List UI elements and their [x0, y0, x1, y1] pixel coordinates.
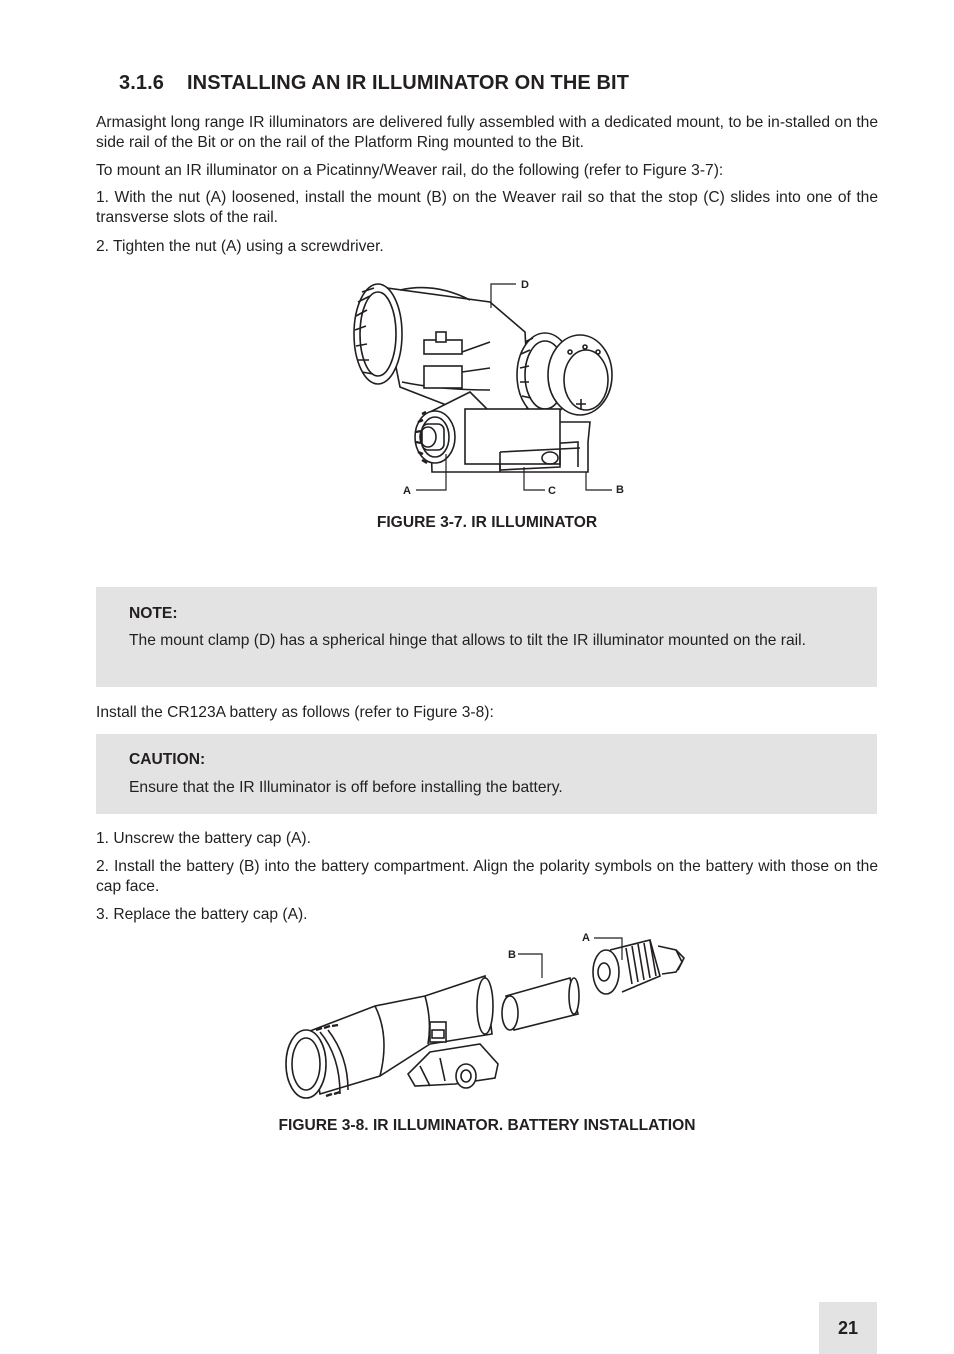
caution-text: Ensure that the IR Illuminator is off before installing the battery.: [129, 779, 563, 796]
figure1-label-d: D: [521, 279, 529, 291]
note-text: The mount clamp (D) has a spherical hinge that allows to tilt the IR illuminator mounted on the rail.: [129, 632, 806, 649]
caution-title: CAUTION:: [129, 751, 206, 768]
caution-box: [96, 734, 877, 814]
figure2-caption: FIGURE 3-8. IR ILLUMINATOR. BATTERY INSTALLATION: [278, 1117, 696, 1134]
figure2-label-a: A: [582, 932, 590, 944]
ir-illuminator-figure: [340, 272, 640, 504]
battery-intro-paragraph: Install the CR123A battery as follows (refer to Figure 3-8):: [96, 704, 494, 721]
battery-step-1: 1. Unscrew the battery cap (A).: [96, 830, 311, 847]
battery-step-3: 3. Replace the battery cap (A).: [96, 906, 308, 923]
figure1-caption: FIGURE 3-7. IR ILLUMINATOR: [376, 514, 598, 531]
note-box: [96, 587, 877, 687]
figure2-label-b: B: [508, 949, 516, 961]
mount-step-2: 2. Tighten the nut (A) using a screwdriver.: [96, 238, 384, 255]
intro-paragraph: Armasight long range IR illuminators are delivered fully assembled with a dedicated mount, to be in-stalled on the side rail of the Bit or on the rail of the Platform Ring mounted to the Bit.: [96, 114, 878, 151]
figure1-label-c: C: [548, 485, 556, 497]
section-title: INSTALLING AN IR ILLUMINATOR ON THE BIT: [187, 72, 630, 94]
battery-installation-figure: [280, 926, 700, 1104]
mount-step-1: 1. With the nut (A) loosened, install the mount (B) on the Weaver rail so that the stop (C) slides into one of the transverse slots of the rail.: [96, 189, 878, 226]
battery-step-2: 2. Install the battery (B) into the battery compartment. Align the polarity symbols on the battery with those on the cap face.: [96, 858, 878, 895]
figure1-label-a: A: [403, 485, 411, 497]
section-heading: [119, 72, 629, 95]
mount-intro-paragraph: To mount an IR illuminator on a Picatinny/Weaver rail, do the following (refer to Figure 3-7):: [96, 162, 724, 179]
figure1-label-b: B: [616, 484, 624, 496]
note-title: NOTE:: [129, 605, 178, 622]
section-number: 3.1.6: [119, 72, 164, 94]
page-number: 21: [819, 1302, 877, 1354]
